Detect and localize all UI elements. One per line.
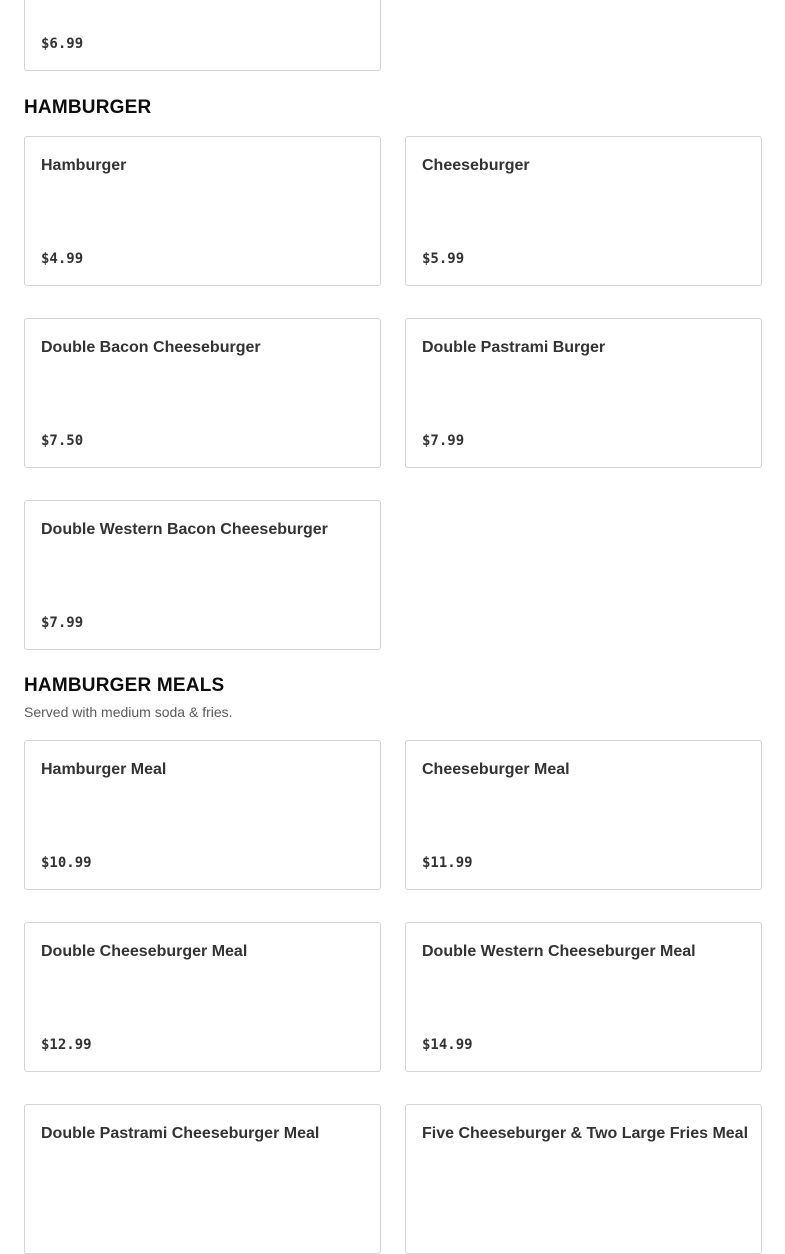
section-description: Served with medium soda & fries.: [24, 704, 233, 720]
section-title-hamburger-meals: HAMBURGER MEALS: [24, 675, 225, 696]
menu-item-price: $4.99: [41, 251, 84, 267]
menu-item-name: Double Western Bacon Cheeseburger: [41, 521, 328, 538]
menu-item-card[interactable]: [24, 0, 381, 71]
menu-item-name: Double Cheeseburger Meal: [41, 943, 248, 960]
menu-item-name: Cheeseburger Meal: [422, 761, 570, 778]
menu-item-card[interactable]: [405, 318, 762, 468]
menu-item-name: Double Western Cheeseburger Meal: [422, 943, 696, 960]
menu-item-card[interactable]: [405, 740, 762, 890]
menu-item-price: $7.50: [41, 433, 84, 449]
menu-item-price: $5.99: [422, 251, 465, 267]
menu-item-name: Double Bacon Cheeseburger: [41, 339, 261, 356]
menu-item-name: Hamburger: [41, 157, 127, 174]
menu-item-price: $14.99: [422, 1037, 473, 1053]
menu-item-price: $12.99: [41, 1037, 92, 1053]
section-title-hamburger: HAMBURGER: [24, 97, 152, 118]
menu-item-card[interactable]: [24, 136, 381, 286]
menu-item-name: Double Pastrami Burger: [422, 339, 606, 356]
menu-item-card[interactable]: [405, 136, 762, 286]
menu-item-card[interactable]: [24, 922, 381, 1072]
menu-item-card[interactable]: [24, 318, 381, 468]
menu-item-name: Cheeseburger: [422, 157, 530, 174]
menu-item-card[interactable]: [24, 740, 381, 890]
menu-item-card[interactable]: [24, 500, 381, 650]
menu-item-price: $7.99: [41, 615, 84, 631]
menu-item-name: Five Cheeseburger & Two Large Fries Meal: [422, 1125, 749, 1142]
menu-item-price: $6.99: [41, 36, 84, 52]
menu-item-card[interactable]: [405, 922, 762, 1072]
menu-item-price: $10.99: [41, 855, 92, 871]
menu-item-card[interactable]: [405, 1104, 762, 1254]
menu-item-price: $11.99: [422, 855, 473, 871]
menu-item-name: Double Pastrami Cheeseburger Meal: [41, 1125, 320, 1142]
menu-item-name: Hamburger Meal: [41, 761, 167, 778]
menu-item-price: $7.99: [422, 433, 465, 449]
menu-item-card[interactable]: [24, 1104, 381, 1254]
